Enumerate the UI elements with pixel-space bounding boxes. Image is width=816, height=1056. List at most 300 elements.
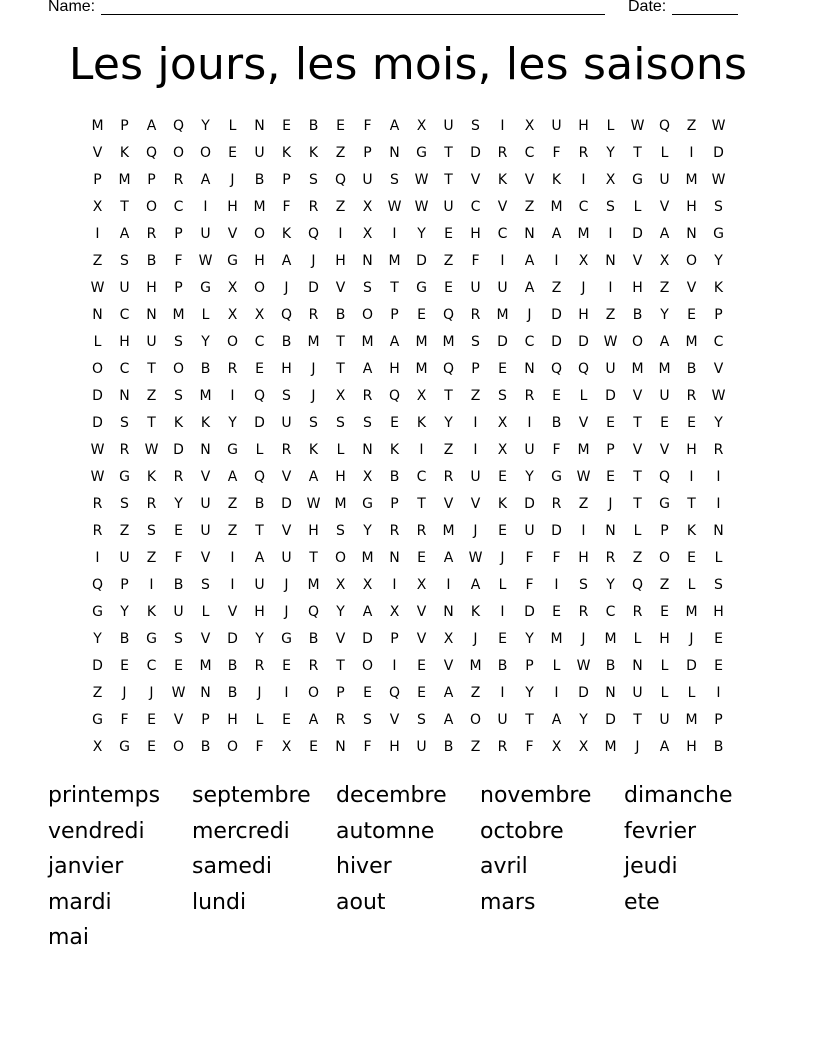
- grid-cell: R: [389, 522, 400, 539]
- grid-cell: R: [578, 603, 589, 620]
- grid-cell: A: [551, 711, 562, 728]
- grid-cell: M: [91, 117, 104, 134]
- grid-cell: F: [282, 198, 291, 215]
- grid-cell: Y: [444, 414, 453, 431]
- grid-cell: U: [470, 279, 481, 296]
- grid-cell: D: [713, 144, 724, 161]
- grid-cell: I: [500, 252, 505, 269]
- grid-cell: D: [92, 657, 103, 674]
- date-field[interactable]: [628, 0, 738, 15]
- grid-cell: M: [469, 657, 482, 674]
- grid-cell: H: [470, 225, 481, 242]
- grid-cell: C: [119, 360, 130, 377]
- grid-cell: Y: [336, 603, 345, 620]
- grid-cell: Y: [525, 468, 534, 485]
- grid-cell: M: [415, 360, 428, 377]
- grid-cell: Y: [525, 630, 534, 647]
- grid-cell: B: [605, 657, 616, 674]
- grid-cell: I: [473, 441, 478, 458]
- grid-cell: O: [253, 225, 266, 242]
- grid-cell: M: [685, 333, 698, 350]
- grid-cell: K: [308, 144, 319, 161]
- grid-cell: I: [716, 495, 721, 512]
- grid-cell: U: [497, 711, 508, 728]
- grid-cell: V: [578, 414, 589, 431]
- grid-cell: D: [92, 387, 103, 404]
- grid-cell: C: [254, 333, 265, 350]
- grid-cell: D: [551, 306, 562, 323]
- grid-cell: A: [389, 117, 400, 134]
- grid-cell: A: [308, 711, 319, 728]
- grid-cell: X: [605, 171, 616, 188]
- grid-cell: L: [498, 576, 507, 593]
- grid-cell: L: [255, 711, 264, 728]
- grid-cell: B: [227, 657, 238, 674]
- grid-cell: E: [390, 414, 399, 431]
- grid-cell: F: [525, 738, 534, 755]
- grid-cell: Y: [363, 522, 372, 539]
- grid-cell: I: [95, 225, 100, 242]
- grid-cell: D: [308, 279, 319, 296]
- grid-cell: U: [200, 522, 211, 539]
- grid-cell: S: [471, 333, 480, 350]
- grid-cell: E: [714, 630, 723, 647]
- word-bank-item: mercredi: [192, 818, 290, 844]
- grid-cell: T: [147, 414, 156, 431]
- grid-cell: S: [201, 576, 210, 593]
- grid-cell: G: [659, 495, 670, 512]
- word-bank-item: decembre: [336, 783, 447, 808]
- grid-cell: C: [605, 603, 616, 620]
- grid-cell: W: [144, 441, 159, 458]
- grid-cell: E: [282, 117, 291, 134]
- grid-cell: L: [687, 576, 696, 593]
- grid-cell: P: [390, 306, 399, 323]
- grid-cell: R: [470, 306, 481, 323]
- word-bank-item: mars: [480, 889, 536, 915]
- grid-cell: N: [92, 306, 103, 323]
- grid-cell: F: [525, 576, 534, 593]
- grid-cell: N: [362, 252, 373, 269]
- grid-cell: U: [524, 522, 535, 539]
- name-field[interactable]: [48, 0, 605, 15]
- grid-cell: G: [713, 225, 724, 242]
- grid-cell: M: [199, 657, 212, 674]
- grid-cell: Q: [442, 306, 455, 323]
- grid-cell: B: [308, 630, 319, 647]
- grid-cell: J: [473, 522, 478, 539]
- grid-cell: E: [498, 630, 507, 647]
- grid-cell: R: [713, 441, 724, 458]
- grid-cell: J: [581, 630, 586, 647]
- grid-cell: I: [338, 225, 343, 242]
- grid-cell: J: [311, 252, 316, 269]
- grid-cell: D: [605, 387, 616, 404]
- grid-cell: J: [635, 738, 640, 755]
- grid-cell: D: [416, 252, 427, 269]
- grid-cell: A: [119, 225, 130, 242]
- word-bank-item: aout: [336, 889, 386, 915]
- grid-cell: J: [149, 684, 154, 701]
- grid-cell: E: [444, 279, 453, 296]
- grid-cell: H: [308, 522, 319, 539]
- grid-cell: E: [606, 468, 615, 485]
- grid-cell: V: [632, 441, 643, 458]
- grid-cell: U: [146, 333, 157, 350]
- grid-cell: W: [414, 198, 429, 215]
- grid-cell: V: [659, 198, 670, 215]
- grid-cell: T: [633, 468, 642, 485]
- grid-cell: Q: [388, 387, 401, 404]
- grid-cell: I: [230, 549, 235, 566]
- grid-cell: R: [227, 360, 238, 377]
- word-bank-item: vendredi: [48, 818, 145, 844]
- grid-cell: K: [497, 171, 508, 188]
- grid-cell: S: [120, 252, 129, 269]
- grid-cell: V: [443, 495, 454, 512]
- grid-cell: F: [525, 549, 534, 566]
- grid-cell: A: [389, 333, 400, 350]
- grid-cell: T: [336, 657, 345, 674]
- grid-cell: U: [443, 117, 454, 134]
- grid-cell: I: [527, 414, 532, 431]
- grid-cell: L: [660, 657, 669, 674]
- grid-cell: C: [713, 333, 724, 350]
- grid-cell: T: [147, 360, 156, 377]
- grid-cell: N: [389, 144, 400, 161]
- grid-cell: T: [120, 198, 129, 215]
- grid-cell: G: [416, 279, 427, 296]
- grid-cell: A: [281, 252, 292, 269]
- grid-cell: H: [281, 360, 292, 377]
- grid-cell: H: [227, 198, 238, 215]
- grid-cell: Q: [388, 684, 401, 701]
- grid-cell: Z: [470, 738, 481, 755]
- grid-cell: W: [603, 333, 618, 350]
- grid-cell: X: [389, 603, 400, 620]
- grid-cell: O: [253, 279, 266, 296]
- grid-cell: F: [363, 738, 372, 755]
- grid-cell: I: [203, 198, 208, 215]
- grid-cell: A: [659, 738, 670, 755]
- grid-cell: I: [392, 576, 397, 593]
- grid-cell: Z: [443, 441, 454, 458]
- grid-cell: H: [578, 117, 589, 134]
- grid-cell: J: [311, 360, 316, 377]
- grid-cell: A: [524, 279, 535, 296]
- grid-cell: T: [336, 360, 345, 377]
- grid-cell: Z: [578, 495, 589, 512]
- grid-cell: E: [498, 360, 507, 377]
- grid-cell: M: [361, 333, 374, 350]
- grid-cell: E: [444, 225, 453, 242]
- grid-cell: O: [685, 252, 698, 269]
- grid-cell: T: [633, 711, 642, 728]
- grid-cell: X: [362, 225, 373, 242]
- grid-cell: U: [659, 711, 670, 728]
- grid-cell: M: [604, 630, 617, 647]
- grid-cell: I: [608, 279, 613, 296]
- grid-cell: R: [92, 495, 103, 512]
- grid-cell: U: [470, 468, 481, 485]
- grid-cell: Q: [91, 576, 104, 593]
- grid-cell: B: [173, 576, 184, 593]
- grid-cell: O: [361, 306, 374, 323]
- grid-cell: L: [660, 144, 669, 161]
- grid-cell: W: [576, 657, 591, 674]
- grid-cell: Q: [577, 360, 590, 377]
- grid-cell: G: [632, 171, 643, 188]
- grid-cell: M: [496, 306, 509, 323]
- grid-cell: Q: [334, 171, 347, 188]
- grid-cell: V: [281, 468, 292, 485]
- grid-cell: X: [92, 198, 103, 215]
- grid-cell: S: [336, 522, 345, 539]
- grid-cell: W: [387, 198, 402, 215]
- grid-cell: O: [172, 144, 185, 161]
- grid-cell: M: [442, 522, 455, 539]
- grid-cell: U: [362, 171, 373, 188]
- grid-cell: E: [687, 306, 696, 323]
- grid-cell: S: [309, 171, 318, 188]
- grid-cell: T: [525, 711, 534, 728]
- grid-cell: Q: [145, 144, 158, 161]
- grid-cell: S: [174, 387, 183, 404]
- grid-cell: B: [227, 684, 238, 701]
- grid-cell: N: [119, 387, 130, 404]
- grid-cell: H: [686, 441, 697, 458]
- grid-cell: J: [500, 549, 505, 566]
- grid-cell: Z: [92, 252, 103, 269]
- grid-cell: C: [578, 198, 589, 215]
- grid-cell: H: [227, 711, 238, 728]
- grid-cell: U: [200, 225, 211, 242]
- grid-cell: B: [497, 657, 508, 674]
- grid-cell: H: [254, 252, 265, 269]
- grid-cell: I: [500, 117, 505, 134]
- grid-cell: W: [90, 441, 105, 458]
- grid-cell: R: [308, 306, 319, 323]
- grid-cell: C: [524, 144, 535, 161]
- grid-cell: C: [416, 468, 427, 485]
- grid-cell: K: [281, 144, 292, 161]
- puzzle-grid: [84, 112, 732, 760]
- grid-cell: W: [711, 387, 726, 404]
- grid-cell: X: [416, 576, 427, 593]
- grid-cell: U: [632, 684, 643, 701]
- grid-cell: M: [307, 576, 320, 593]
- grid-cell: L: [336, 441, 345, 458]
- grid-cell: M: [253, 198, 266, 215]
- grid-cell: A: [443, 684, 454, 701]
- grid-cell: N: [362, 441, 373, 458]
- grid-cell: D: [632, 225, 643, 242]
- grid-cell: R: [443, 468, 454, 485]
- grid-cell: Y: [201, 117, 210, 134]
- grid-cell: Y: [525, 684, 534, 701]
- grid-cell: S: [282, 387, 291, 404]
- grid-cell: B: [713, 738, 724, 755]
- word-bank: [48, 778, 768, 956]
- grid-cell: Q: [253, 468, 266, 485]
- grid-cell: D: [551, 333, 562, 350]
- grid-cell: P: [471, 360, 480, 377]
- grid-cell: X: [254, 306, 265, 323]
- grid-cell: K: [146, 468, 157, 485]
- grid-cell: K: [200, 414, 211, 431]
- grid-cell: V: [416, 630, 427, 647]
- grid-cell: E: [363, 684, 372, 701]
- grid-cell: I: [284, 684, 289, 701]
- grid-cell: E: [714, 657, 723, 674]
- grid-cell: T: [255, 522, 264, 539]
- grid-cell: U: [119, 279, 130, 296]
- grid-cell: N: [605, 522, 616, 539]
- grid-cell: I: [149, 576, 154, 593]
- grid-cell: S: [498, 387, 507, 404]
- grid-cell: R: [281, 441, 292, 458]
- grid-cell: V: [335, 630, 346, 647]
- grid-cell: Q: [280, 306, 293, 323]
- grid-cell: P: [120, 576, 129, 593]
- grid-cell: S: [174, 630, 183, 647]
- grid-cell: E: [552, 603, 561, 620]
- grid-cell: Y: [714, 252, 723, 269]
- grid-cell: M: [604, 738, 617, 755]
- word-bank-item: novembre: [480, 783, 592, 808]
- grid-cell: M: [334, 495, 347, 512]
- grid-cell: T: [390, 279, 399, 296]
- name-line[interactable]: [101, 0, 605, 15]
- grid-cell: Z: [119, 522, 130, 539]
- grid-cell: N: [200, 684, 211, 701]
- grid-cell: B: [335, 306, 346, 323]
- grid-cell: J: [284, 603, 289, 620]
- grid-cell: X: [335, 576, 346, 593]
- grid-cell: O: [658, 549, 671, 566]
- grid-cell: A: [362, 603, 373, 620]
- grid-cell: I: [554, 252, 559, 269]
- grid-cell: J: [581, 279, 586, 296]
- grid-cell: K: [470, 603, 481, 620]
- grid-cell: V: [497, 198, 508, 215]
- page-title: Les jours, les mois, les saisons: [68, 39, 748, 90]
- grid-cell: W: [711, 117, 726, 134]
- grid-cell: S: [147, 522, 156, 539]
- grid-cell: X: [362, 468, 373, 485]
- grid-cell: B: [686, 360, 697, 377]
- grid-cell: I: [419, 441, 424, 458]
- grid-cell: R: [335, 711, 346, 728]
- grid-cell: I: [446, 576, 451, 593]
- grid-cell: N: [443, 603, 454, 620]
- grid-cell: A: [551, 225, 562, 242]
- word-bank-item: dimanche: [624, 783, 733, 808]
- grid-cell: T: [633, 144, 642, 161]
- grid-cell: K: [551, 171, 562, 188]
- grid-cell: A: [659, 333, 670, 350]
- grid-cell: E: [552, 387, 561, 404]
- grid-cell: X: [416, 117, 427, 134]
- grid-cell: J: [122, 684, 127, 701]
- date-line[interactable]: [672, 0, 738, 15]
- grid-cell: Q: [631, 576, 644, 593]
- grid-cell: L: [201, 603, 210, 620]
- grid-cell: E: [228, 144, 237, 161]
- grid-cell: M: [361, 549, 374, 566]
- grid-cell: E: [147, 738, 156, 755]
- grid-cell: H: [389, 738, 400, 755]
- grid-cell: R: [254, 657, 265, 674]
- grid-cell: U: [173, 603, 184, 620]
- grid-cell: W: [630, 117, 645, 134]
- grid-cell: I: [230, 387, 235, 404]
- grid-cell: B: [254, 495, 265, 512]
- word-bank-item: avril: [480, 854, 528, 879]
- grid-cell: Q: [307, 225, 320, 242]
- grid-cell: F: [471, 252, 480, 269]
- grid-cell: Y: [201, 333, 210, 350]
- grid-cell: G: [146, 630, 157, 647]
- grid-cell: U: [551, 117, 562, 134]
- grid-cell: S: [363, 279, 372, 296]
- grid-cell: J: [230, 171, 235, 188]
- grid-cell: R: [416, 522, 427, 539]
- grid-cell: G: [281, 630, 292, 647]
- grid-cell: S: [336, 414, 345, 431]
- grid-cell: H: [254, 603, 265, 620]
- grid-cell: I: [608, 225, 613, 242]
- grid-cell: L: [633, 630, 642, 647]
- grid-cell: U: [416, 738, 427, 755]
- grid-cell: A: [443, 711, 454, 728]
- grid-cell: S: [606, 198, 615, 215]
- grid-cell: E: [174, 522, 183, 539]
- grid-cell: I: [581, 522, 586, 539]
- grid-cell: Z: [632, 549, 643, 566]
- grid-cell: W: [171, 684, 186, 701]
- grid-cell: B: [551, 414, 562, 431]
- grid-cell: X: [281, 738, 292, 755]
- grid-cell: M: [658, 360, 671, 377]
- grid-cell: W: [306, 495, 321, 512]
- grid-cell: M: [685, 711, 698, 728]
- grid-cell: K: [713, 279, 724, 296]
- grid-cell: I: [500, 684, 505, 701]
- grid-cell: T: [336, 333, 345, 350]
- grid-cell: O: [361, 657, 374, 674]
- grid-cell: O: [334, 549, 347, 566]
- grid-cell: T: [417, 495, 426, 512]
- grid-cell: P: [174, 225, 183, 242]
- grid-cell: L: [228, 117, 237, 134]
- grid-cell: Y: [606, 144, 615, 161]
- word-bank-item: hiver: [336, 854, 392, 879]
- grid-cell: M: [577, 225, 590, 242]
- grid-cell: V: [470, 171, 481, 188]
- grid-cell: Q: [658, 468, 671, 485]
- grid-cell: H: [146, 279, 157, 296]
- grid-cell: R: [362, 387, 373, 404]
- grid-cell: S: [471, 117, 480, 134]
- date-label: Date:: [628, 0, 667, 15]
- grid-cell: W: [414, 171, 429, 188]
- grid-cell: W: [198, 252, 213, 269]
- grid-cell: N: [605, 252, 616, 269]
- grid-cell: M: [550, 630, 563, 647]
- grid-cell: M: [199, 387, 212, 404]
- grid-cell: J: [257, 684, 262, 701]
